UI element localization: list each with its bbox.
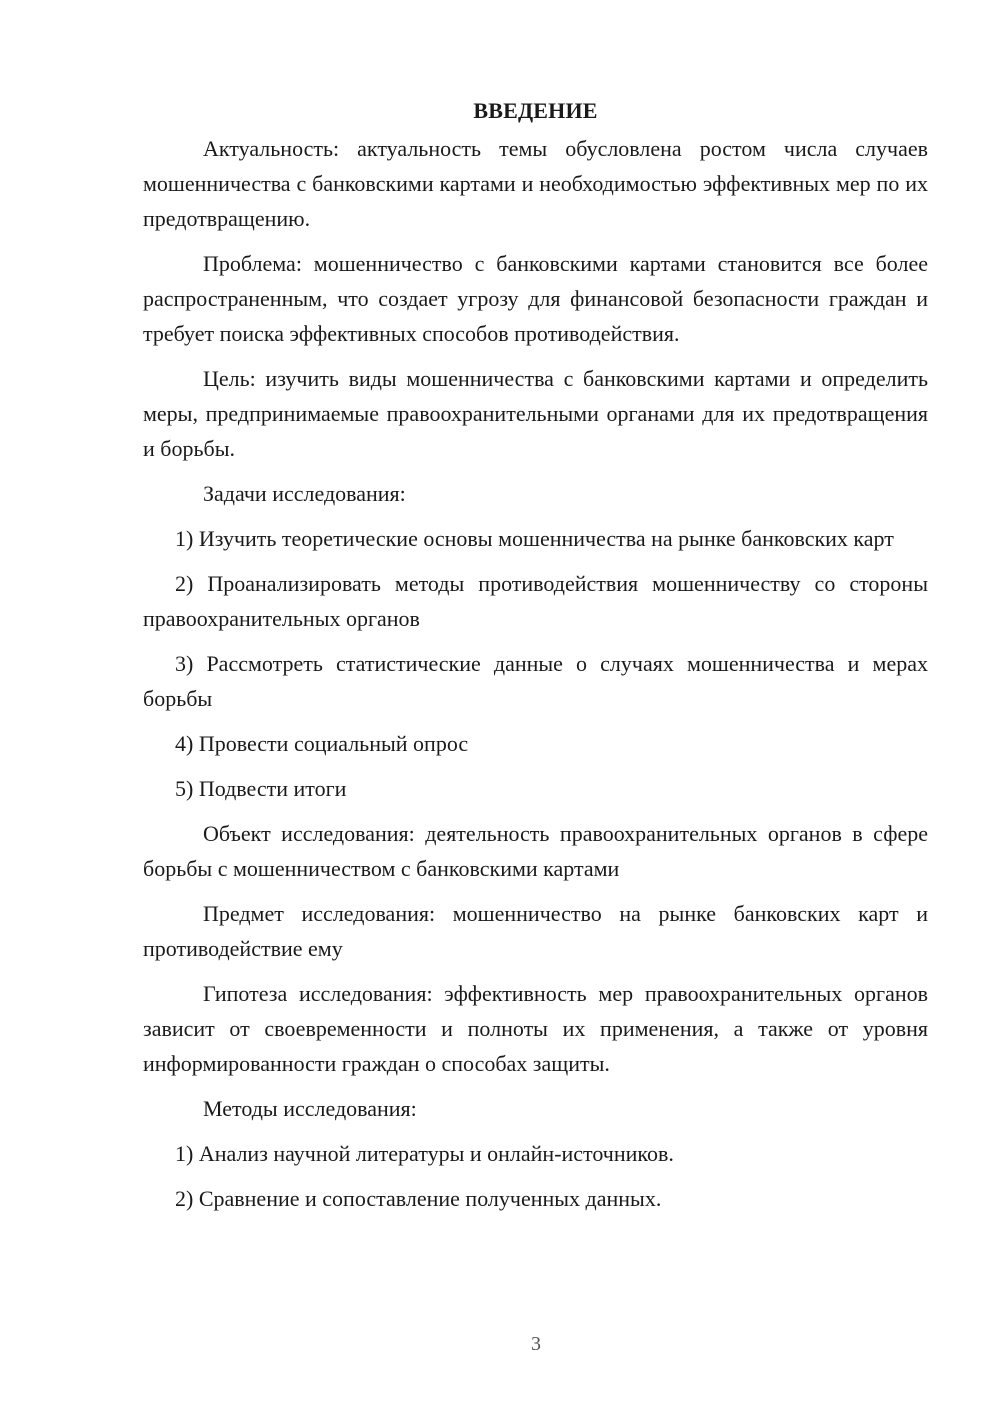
- list-item-method-1: 1) Анализ научной литературы и онлайн-источников.: [175, 1141, 674, 1166]
- paragraph-problem: Проблема: мошенничество с банковскими картами становится все более распространенным, что создает угрозу для финансовой безопасности граждан и требует поиска эффективных способов противодействия.: [143, 251, 928, 346]
- paragraph-subject: Предмет исследования: мошенничество на рынке банковских карт и противодействие ему: [143, 901, 928, 961]
- section-title: ВВЕДЕНИЕ: [473, 98, 598, 123]
- document-page: [143, 95, 928, 1226]
- list-item-task-3: 3) Рассмотреть статистические данные о случаях мошенничества и мерах борьбы: [143, 651, 928, 711]
- list-item-task-4: 4) Провести социальный опрос: [175, 731, 469, 756]
- paragraph-relevance: Актуальность: актуальность темы обусловлена ростом числа случаев мошенничества с банковскими картами и необходимостью эффективных мер по их предотвращению.: [143, 136, 928, 231]
- paragraph-hypothesis: Гипотеза исследования: эффективность мер правоохранительных органов зависит от своевременности и полноты их применения, а также от уровня информированности граждан о способах защиты.: [143, 981, 928, 1076]
- paragraph-object: Объект исследования: деятельность правоохранительных органов в сфере борьбы с мошенничеством с банковскими картами: [143, 821, 928, 881]
- list-item-task-1: 1) Изучить теоретические основы мошенничества на рынке банковских карт: [175, 526, 894, 551]
- paragraph-methods-heading: Методы исследования:: [203, 1096, 417, 1121]
- list-item-task-5: 5) Подвести итоги: [175, 776, 347, 801]
- paragraph-goal: Цель: изучить виды мошенничества с банковскими картами и определить меры, предпринимаемые правоохранительными органами для их предотвращения и борьбы.: [143, 366, 928, 461]
- list-item-task-2: 2) Проанализировать методы противодействия мошенничеству со стороны правоохранительных органов: [143, 571, 928, 631]
- list-item-method-2: 2) Сравнение и сопоставление полученных данных.: [175, 1186, 662, 1211]
- page-number: 3: [531, 1333, 541, 1355]
- paragraph-tasks-heading: Задачи исследования:: [203, 481, 406, 506]
